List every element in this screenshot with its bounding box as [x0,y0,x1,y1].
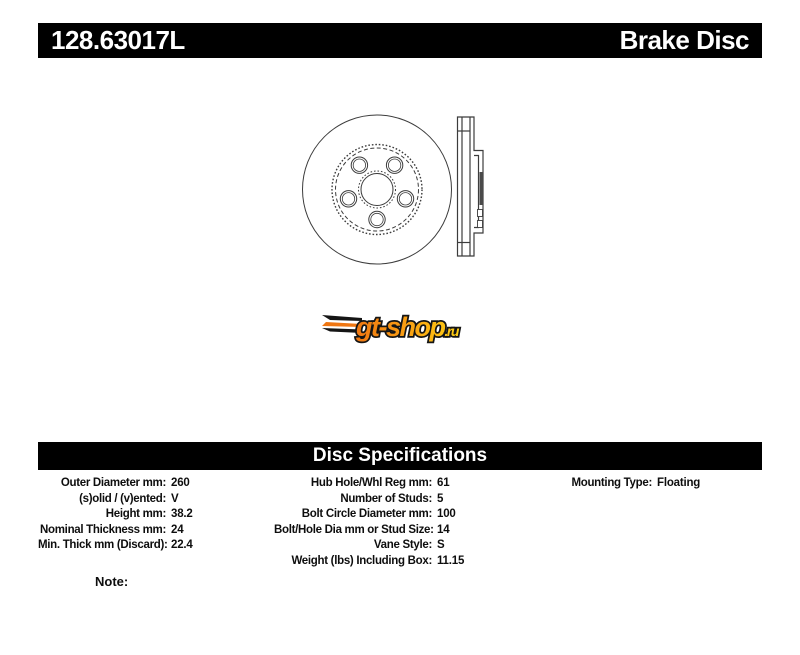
spec-label: Hub Hole/Whl Reg mm: [310,477,432,489]
spec-label: Bolt Circle Diameter mm: [301,508,432,520]
spec-label: Vane Style: [373,539,432,551]
spec-column-right [544,476,700,492]
spec-row-hub-hole [274,476,464,492]
stud-hole-section-1 [478,210,483,217]
note-label: Note: [95,574,129,589]
spec-value: 5 [437,492,444,505]
spec-label: Height mm: [105,508,166,520]
spec-value: 24 [171,523,184,536]
spec-row-bolt-hole-dia [274,523,464,539]
spec-label: Outer Diameter mm: [60,477,166,489]
spec-value: 61 [437,477,450,489]
spec-row-weight [274,554,464,570]
spec-label: Number of Studs: [340,492,432,505]
stud-hole-section-2 [478,221,483,228]
hub-stipple-ring [332,145,422,235]
spec-row-vane-style [274,538,464,554]
stud-holes [340,157,413,228]
spec-value: 14 [437,523,450,536]
center-bore-edge [359,171,396,208]
spec-label: Min. Thick mm (Discard): [38,539,168,551]
spec-value: Floating [657,477,701,489]
logo-text: gt-shop.ru [356,312,458,342]
spec-label: Weight (lbs) Including Box: [291,554,432,567]
spec-row-number-of-studs [274,492,464,508]
spec-row-outer-diameter [38,476,193,492]
spec-section-header [38,442,762,470]
spec-value: 22.4 [171,539,193,551]
spec-row-bolt-circle-diameter [274,507,464,523]
gt-shop-logo [320,306,505,346]
spec-value: 260 [171,477,190,489]
header-bar [38,23,762,58]
spec-row-mounting-type [544,476,700,492]
spec-label: Mounting Type: [571,477,652,489]
hub-hidden-ring [336,148,419,231]
spec-row-height [38,507,193,523]
disc-side-view [458,117,484,256]
part-number: 128.63017L [51,25,185,55]
spec-value: V [171,492,179,505]
disc-outer-edge [303,115,452,264]
spec-row-solid-vented [38,492,193,508]
disc-front-view [303,115,452,264]
spec-value: S [437,539,445,551]
center-bore [361,174,393,206]
product-type: Brake Disc [619,25,749,55]
spec-label: Bolt/Hole Dia mm or Stud Size: [274,523,434,536]
spec-row-min-thickness [38,538,193,554]
spec-label: Nominal Thickness mm: [40,523,166,536]
spec-value: 38.2 [171,508,193,520]
spec-column-left [38,476,193,554]
spec-section-title: Disc Specifications [312,445,488,466]
spec-value: 11.15 [437,554,465,567]
spec-value: 100 [437,508,456,520]
technical-drawing [280,100,500,270]
spec-row-nominal-thickness [38,523,193,539]
spec-column-middle [274,476,464,569]
spec-label: (s)olid / (v)ented: [79,492,166,505]
hub-bore-section [480,172,484,205]
